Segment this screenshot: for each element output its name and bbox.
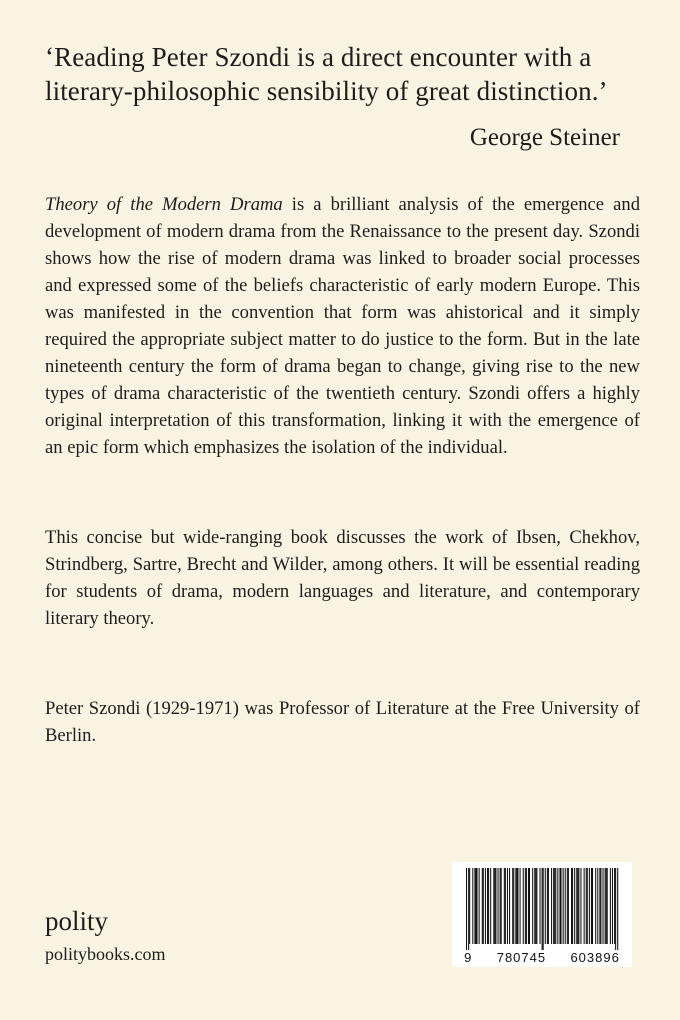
barcode-digit-group-1: 9 bbox=[464, 950, 473, 965]
description-paragraph-1 bbox=[45, 191, 640, 461]
isbn-barcode bbox=[452, 862, 632, 967]
barcode-icon bbox=[452, 862, 632, 952]
barcode-digit-group-3: 603896 bbox=[570, 950, 620, 965]
publisher-logo: polity bbox=[45, 906, 109, 936]
endorsement-quote: ‘Reading Peter Szondi is a direct encounter with a literary-philosophic sensibility of great distinction.’ bbox=[45, 42, 608, 106]
publisher-url: politybooks.com bbox=[45, 944, 166, 964]
paragraph-1-text: is a brilliant analysis of the emergence and development of modern drama from the Renaissance to the present day. Szondi shows how the rise of modern drama was linked to broader social processes and expressed some of the beliefs characteristic of early modern Europe. This was manifested in the convention that form was ahistorical and it simply required the appropriate subject matter to do justice to the form. But in the late nineteenth century the form of drama began to change, giving rise to the new types of drama characteristic of the twentieth century. Szondi offers a highly original interpretation of this transformation, linking it with the emergence of an epic form which emphasizes the isolation of the individual. bbox=[45, 194, 640, 458]
author-bio: Peter Szondi (1929-1971) was Professor of Literature at the Free University of Berlin. bbox=[45, 698, 640, 746]
book-title: Theory of the Modern Drama bbox=[45, 194, 283, 215]
quote-author: George Steiner bbox=[469, 124, 620, 151]
barcode-digit-group-2: 780745 bbox=[496, 950, 547, 965]
barcode-digits bbox=[452, 950, 632, 965]
description-paragraph-2: This concise but wide-ranging book discusses the work of Ibsen, Chekhov, Strindberg, Sartre, Brecht and Wilder, among others. It will be essential reading for students of drama, modern languages and literature, and contemporary literary theory. bbox=[45, 527, 640, 629]
